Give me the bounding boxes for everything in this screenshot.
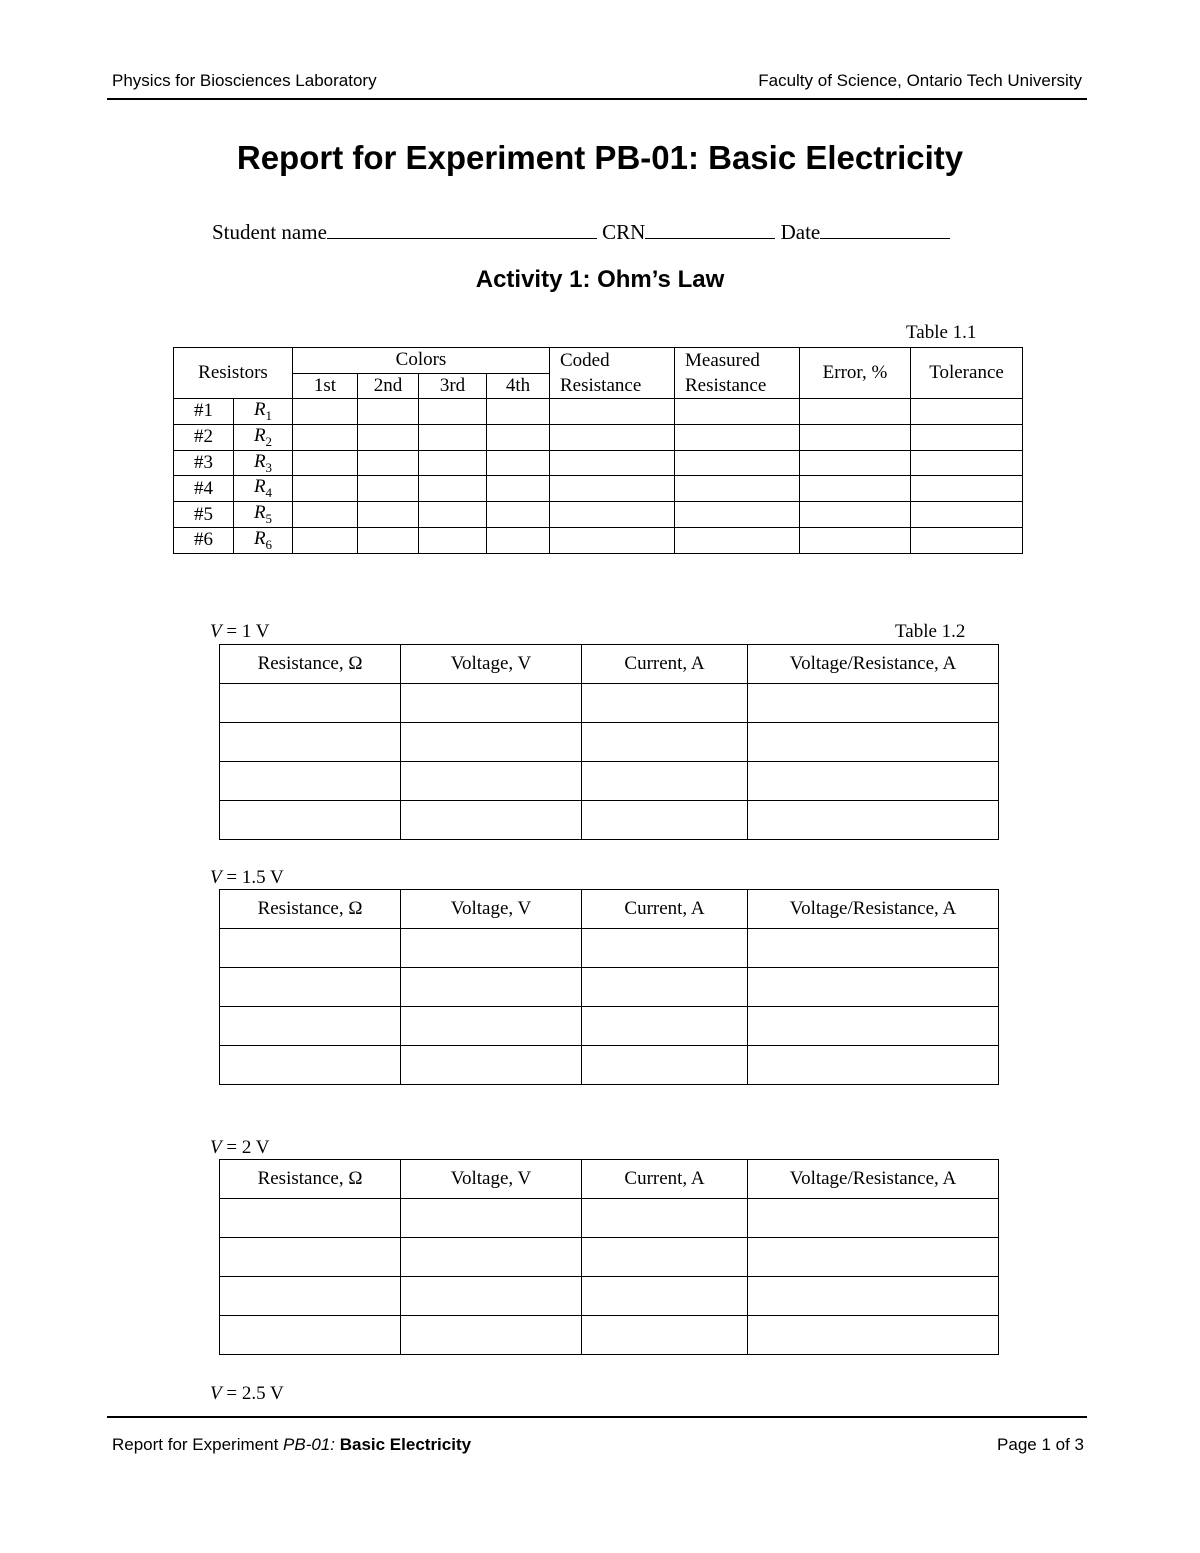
table-row bbox=[220, 1238, 999, 1277]
input-cell[interactable] bbox=[675, 399, 800, 425]
resistor-symbol: $R_1$ bbox=[234, 399, 293, 425]
input-cell[interactable] bbox=[220, 762, 401, 801]
color-band-3-header: 3rd bbox=[419, 373, 487, 399]
input-cell[interactable] bbox=[419, 476, 487, 502]
input-cell[interactable] bbox=[748, 1316, 999, 1355]
header-right: Faculty of Science, Ontario Tech University bbox=[758, 71, 1082, 90]
input-cell[interactable] bbox=[582, 968, 748, 1007]
input-cell[interactable] bbox=[582, 1238, 748, 1277]
input-cell[interactable] bbox=[358, 399, 419, 425]
resistor-symbol: $R_4$ bbox=[234, 476, 293, 502]
footer-divider bbox=[107, 1416, 1087, 1418]
student-info-line bbox=[212, 216, 950, 245]
student-name-label: Student name bbox=[212, 220, 327, 244]
table-row bbox=[220, 1316, 999, 1355]
header-left: Physics for Biosciences Laboratory bbox=[112, 71, 377, 90]
table-row bbox=[174, 527, 1023, 553]
column-header: Resistance, Ω bbox=[220, 890, 401, 929]
input-cell[interactable] bbox=[675, 424, 800, 450]
input-cell[interactable] bbox=[800, 424, 911, 450]
input-cell[interactable] bbox=[220, 801, 401, 840]
column-header: Current, A bbox=[582, 1160, 748, 1199]
input-cell[interactable] bbox=[401, 1238, 582, 1277]
column-header: Resistance, Ω bbox=[220, 645, 401, 684]
table-row bbox=[174, 424, 1023, 450]
input-cell[interactable] bbox=[293, 450, 358, 476]
column-header: Voltage, V bbox=[401, 645, 582, 684]
input-cell[interactable] bbox=[582, 1046, 748, 1085]
page-title: Report for Experiment PB-01: Basic Electricity bbox=[236, 139, 964, 176]
input-cell[interactable] bbox=[800, 450, 911, 476]
input-cell[interactable] bbox=[675, 476, 800, 502]
voltage-label-4: V = 2.5 V bbox=[210, 1383, 284, 1404]
resistor-symbol: $R_3$ bbox=[234, 450, 293, 476]
input-cell[interactable] bbox=[550, 476, 675, 502]
measured-resistance-header: Measured Resistance bbox=[675, 348, 800, 399]
tolerance-header: Tolerance bbox=[911, 348, 1023, 399]
input-cell[interactable] bbox=[748, 801, 999, 840]
input-cell[interactable] bbox=[419, 424, 487, 450]
input-cell[interactable] bbox=[401, 1199, 582, 1238]
input-cell[interactable] bbox=[220, 1316, 401, 1355]
input-cell[interactable] bbox=[487, 399, 550, 425]
input-cell[interactable] bbox=[748, 1046, 999, 1085]
input-cell[interactable] bbox=[401, 723, 582, 762]
column-header: Current, A bbox=[582, 645, 748, 684]
input-cell[interactable] bbox=[800, 502, 911, 528]
input-cell[interactable] bbox=[220, 1277, 401, 1316]
resistor-number: #6 bbox=[174, 527, 234, 553]
input-cell[interactable] bbox=[401, 1007, 582, 1046]
input-cell[interactable] bbox=[911, 502, 1023, 528]
input-cell[interactable] bbox=[748, 968, 999, 1007]
input-cell[interactable] bbox=[675, 502, 800, 528]
input-cell[interactable] bbox=[220, 1238, 401, 1277]
input-cell[interactable] bbox=[293, 424, 358, 450]
input-cell[interactable] bbox=[220, 1199, 401, 1238]
input-cell[interactable] bbox=[220, 1046, 401, 1085]
table-row bbox=[220, 801, 999, 840]
table-row bbox=[220, 1046, 999, 1085]
input-cell[interactable] bbox=[358, 450, 419, 476]
table-row bbox=[174, 502, 1023, 528]
input-cell[interactable] bbox=[582, 1199, 748, 1238]
input-cell[interactable] bbox=[911, 476, 1023, 502]
input-cell[interactable] bbox=[800, 399, 911, 425]
input-cell[interactable] bbox=[401, 1277, 582, 1316]
table-row bbox=[174, 476, 1023, 502]
resistor-symbol: $R_6$ bbox=[234, 527, 293, 553]
resistor-symbol: $R_2$ bbox=[234, 424, 293, 450]
column-header: Voltage/Resistance, A bbox=[748, 645, 999, 684]
page-number: Page 1 of 3 bbox=[997, 1435, 1084, 1454]
input-cell[interactable] bbox=[582, 684, 748, 723]
table-row bbox=[220, 1277, 999, 1316]
table-row bbox=[220, 723, 999, 762]
input-cell[interactable] bbox=[911, 399, 1023, 425]
activity-heading: Activity 1: Ohm’s Law bbox=[475, 266, 725, 293]
color-band-2-header: 2nd bbox=[358, 373, 419, 399]
resistor-symbol: $R_5$ bbox=[234, 502, 293, 528]
input-cell[interactable] bbox=[582, 929, 748, 968]
table-row bbox=[174, 450, 1023, 476]
table-header-row bbox=[220, 890, 999, 929]
table-1-2-label: Table 1.2 bbox=[895, 621, 966, 642]
header-divider bbox=[107, 98, 1087, 100]
input-cell[interactable] bbox=[582, 762, 748, 801]
colors-header: Colors bbox=[293, 348, 550, 374]
input-cell[interactable] bbox=[293, 502, 358, 528]
input-cell[interactable] bbox=[358, 502, 419, 528]
table-header-row bbox=[220, 1160, 999, 1199]
input-cell[interactable] bbox=[293, 527, 358, 553]
column-header: Voltage/Resistance, A bbox=[748, 1160, 999, 1199]
input-cell[interactable] bbox=[487, 450, 550, 476]
input-cell[interactable] bbox=[220, 968, 401, 1007]
table-row bbox=[220, 929, 999, 968]
voltage-label-1: V = 1 V bbox=[210, 621, 270, 642]
input-cell[interactable] bbox=[748, 723, 999, 762]
input-cell[interactable] bbox=[582, 801, 748, 840]
input-cell[interactable] bbox=[675, 450, 800, 476]
input-cell[interactable] bbox=[419, 502, 487, 528]
input-cell[interactable] bbox=[220, 929, 401, 968]
column-header: Voltage, V bbox=[401, 1160, 582, 1199]
input-cell[interactable] bbox=[293, 399, 358, 425]
resistor-number: #3 bbox=[174, 450, 234, 476]
input-cell[interactable] bbox=[911, 424, 1023, 450]
input-cell[interactable] bbox=[401, 1316, 582, 1355]
date-label: Date bbox=[780, 220, 821, 244]
resistor-table bbox=[173, 347, 1023, 554]
input-cell[interactable] bbox=[487, 424, 550, 450]
input-cell[interactable] bbox=[582, 723, 748, 762]
input-cell[interactable] bbox=[748, 929, 999, 968]
input-cell[interactable] bbox=[358, 476, 419, 502]
footer-left: Report for Experiment PB-01: Basic Electricity bbox=[112, 1435, 472, 1454]
input-cell[interactable] bbox=[748, 1007, 999, 1046]
input-cell[interactable] bbox=[550, 399, 675, 425]
column-header: Resistance, Ω bbox=[220, 1160, 401, 1199]
input-cell[interactable] bbox=[358, 424, 419, 450]
input-cell[interactable] bbox=[401, 929, 582, 968]
input-cell[interactable] bbox=[911, 527, 1023, 553]
input-cell[interactable] bbox=[550, 502, 675, 528]
input-cell[interactable] bbox=[419, 399, 487, 425]
color-band-1-header: 1st bbox=[293, 373, 358, 399]
input-cell[interactable] bbox=[582, 1316, 748, 1355]
table-row bbox=[220, 968, 999, 1007]
column-header: Current, A bbox=[582, 890, 748, 929]
input-cell[interactable] bbox=[550, 450, 675, 476]
input-cell[interactable] bbox=[748, 1277, 999, 1316]
student-name-field[interactable] bbox=[327, 216, 597, 239]
input-cell[interactable] bbox=[550, 424, 675, 450]
table-1-1-label: Table 1.1 bbox=[906, 322, 977, 343]
voltage-label-3: V = 2 V bbox=[210, 1137, 270, 1158]
column-header: Voltage/Resistance, A bbox=[748, 890, 999, 929]
input-cell[interactable] bbox=[401, 762, 582, 801]
date-field[interactable] bbox=[820, 216, 950, 239]
input-cell[interactable] bbox=[582, 1007, 748, 1046]
input-cell[interactable] bbox=[748, 684, 999, 723]
input-cell[interactable] bbox=[748, 1238, 999, 1277]
table-row bbox=[220, 762, 999, 801]
input-cell[interactable] bbox=[401, 684, 582, 723]
input-cell[interactable] bbox=[220, 1007, 401, 1046]
resistor-number: #1 bbox=[174, 399, 234, 425]
table-header-row bbox=[220, 645, 999, 684]
table-row bbox=[220, 1199, 999, 1238]
column-header: Voltage, V bbox=[401, 890, 582, 929]
table-row bbox=[174, 399, 1023, 425]
input-cell[interactable] bbox=[220, 684, 401, 723]
voltage-table-1 bbox=[219, 644, 999, 840]
crn-field[interactable] bbox=[645, 216, 775, 239]
resistors-header: Resistors bbox=[174, 348, 293, 399]
input-cell[interactable] bbox=[401, 1046, 582, 1085]
voltage-label-2: V = 1.5 V bbox=[210, 867, 284, 888]
input-cell[interactable] bbox=[220, 723, 401, 762]
input-cell[interactable] bbox=[293, 476, 358, 502]
input-cell[interactable] bbox=[401, 968, 582, 1007]
input-cell[interactable] bbox=[401, 801, 582, 840]
input-cell[interactable] bbox=[487, 476, 550, 502]
input-cell[interactable] bbox=[419, 527, 487, 553]
input-cell[interactable] bbox=[748, 762, 999, 801]
color-band-4-header: 4th bbox=[487, 373, 550, 399]
crn-label: CRN bbox=[602, 220, 646, 244]
input-cell[interactable] bbox=[800, 476, 911, 502]
coded-resistance-header: Coded Resistance bbox=[550, 348, 675, 399]
input-cell[interactable] bbox=[582, 1277, 748, 1316]
voltage-table-2 bbox=[219, 889, 999, 1085]
input-cell[interactable] bbox=[419, 450, 487, 476]
input-cell[interactable] bbox=[487, 527, 550, 553]
table-row bbox=[220, 684, 999, 723]
input-cell[interactable] bbox=[675, 527, 800, 553]
input-cell[interactable] bbox=[748, 1199, 999, 1238]
resistor-number: #4 bbox=[174, 476, 234, 502]
input-cell[interactable] bbox=[487, 502, 550, 528]
input-cell[interactable] bbox=[800, 527, 911, 553]
resistor-number: #5 bbox=[174, 502, 234, 528]
input-cell[interactable] bbox=[550, 527, 675, 553]
error-header: Error, % bbox=[800, 348, 911, 399]
resistor-number: #2 bbox=[174, 424, 234, 450]
input-cell[interactable] bbox=[911, 450, 1023, 476]
table-row bbox=[220, 1007, 999, 1046]
input-cell[interactable] bbox=[358, 527, 419, 553]
voltage-table-3 bbox=[219, 1159, 999, 1355]
